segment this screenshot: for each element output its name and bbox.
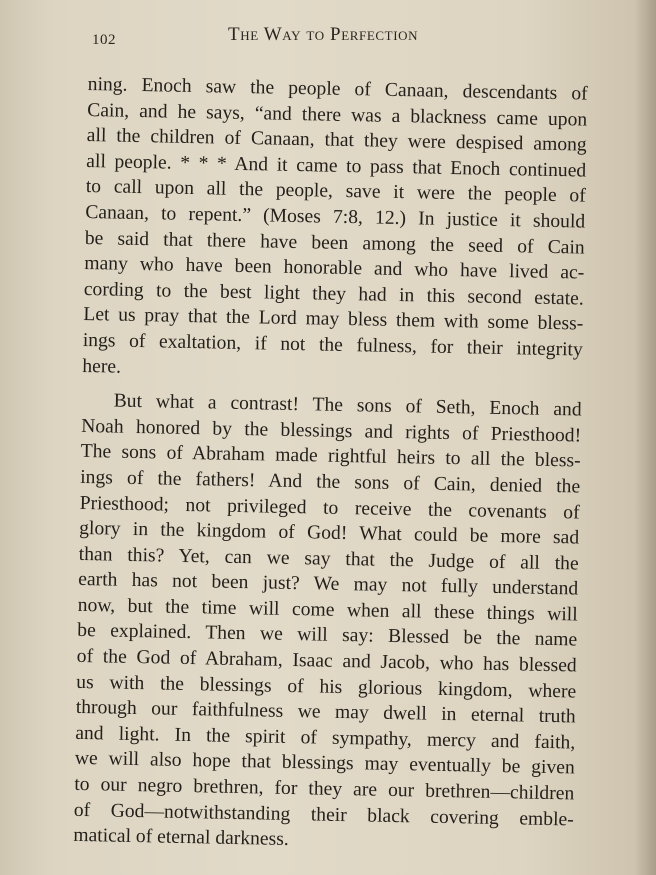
- paragraph-2: [73, 388, 582, 858]
- text-line: us with the blessings of his glorious kingdom, where: [76, 671, 577, 703]
- text-line: Priesthood; not privileged to receive the covenants of: [79, 492, 580, 524]
- paragraph-1: [82, 72, 588, 389]
- text-line: matical of eternal darkness.: [73, 825, 289, 851]
- text-line: earth has not been just? We may not fully understand: [78, 569, 579, 600]
- text-line: to our negro brethren, for they are our brethren—children: [74, 773, 575, 805]
- text-line: But what a contrast! The sons of Seth, Enoch and: [113, 390, 582, 421]
- text-line: be explained. Then we will say: Blessed be the name: [77, 620, 578, 651]
- text-line: here.: [82, 355, 122, 378]
- text-line: glory in the kingdom of God! What could be more sad: [79, 518, 580, 549]
- text-line: ings of exaltation, if not the fulness, for their integrity: [82, 329, 583, 361]
- text-line: we will also hope that blessings may eventually be given: [74, 748, 575, 779]
- body-text: [73, 72, 588, 858]
- text-line: Canaan, to repent.” (Moses 7:8, 12.) In justice it should: [85, 201, 586, 233]
- running-title: The Way to Perfection: [228, 24, 419, 45]
- text-line: Let us pray that the Lord may bless them with some bless-: [83, 304, 584, 335]
- text-line: and light. In the spirit of sympathy, mercy and faith,: [75, 722, 576, 754]
- text-line: many who have been honorable and who have lived ac-: [84, 253, 585, 284]
- text-line: ning. Enoch saw the people of Canaan, descendants of: [87, 73, 588, 105]
- text-line: than this? Yet, can we say that the Judge of all the: [78, 543, 579, 575]
- text-line: to call upon all the people, save it were the people of: [85, 176, 586, 207]
- text-line: now, but the time will come when all these things will: [77, 594, 578, 626]
- text-line: ings of the fathers! And the sons of Cain, denied the: [80, 466, 581, 498]
- page-number: 102: [92, 32, 116, 48]
- text-line: Cain, and he says, “and there was a blackness came upon: [87, 99, 588, 131]
- text-line: The sons of Abraham made rightful heirs to all the bless-: [80, 441, 581, 472]
- text-line: through our faithfulness we may dwell in eternal truth: [75, 697, 576, 728]
- text-line: cording to the best light they had in this second estate.: [83, 278, 584, 310]
- text-line: Noah honored by the blessings and rights of Priesthood!: [80, 415, 582, 447]
- text-line: all the children of Canaan, that they were despised among: [86, 125, 587, 156]
- text-line: be said that there have been among the seed of Cain: [84, 227, 585, 259]
- text-line: of the God of Abraham, Isaac and Jacob, who has blessed: [76, 645, 577, 677]
- page-header: [92, 22, 592, 52]
- text-line: all people. * * * And it came to pass that Enoch continued: [86, 150, 587, 182]
- text-line: of God—notwithstanding their black covering emble-: [73, 799, 574, 831]
